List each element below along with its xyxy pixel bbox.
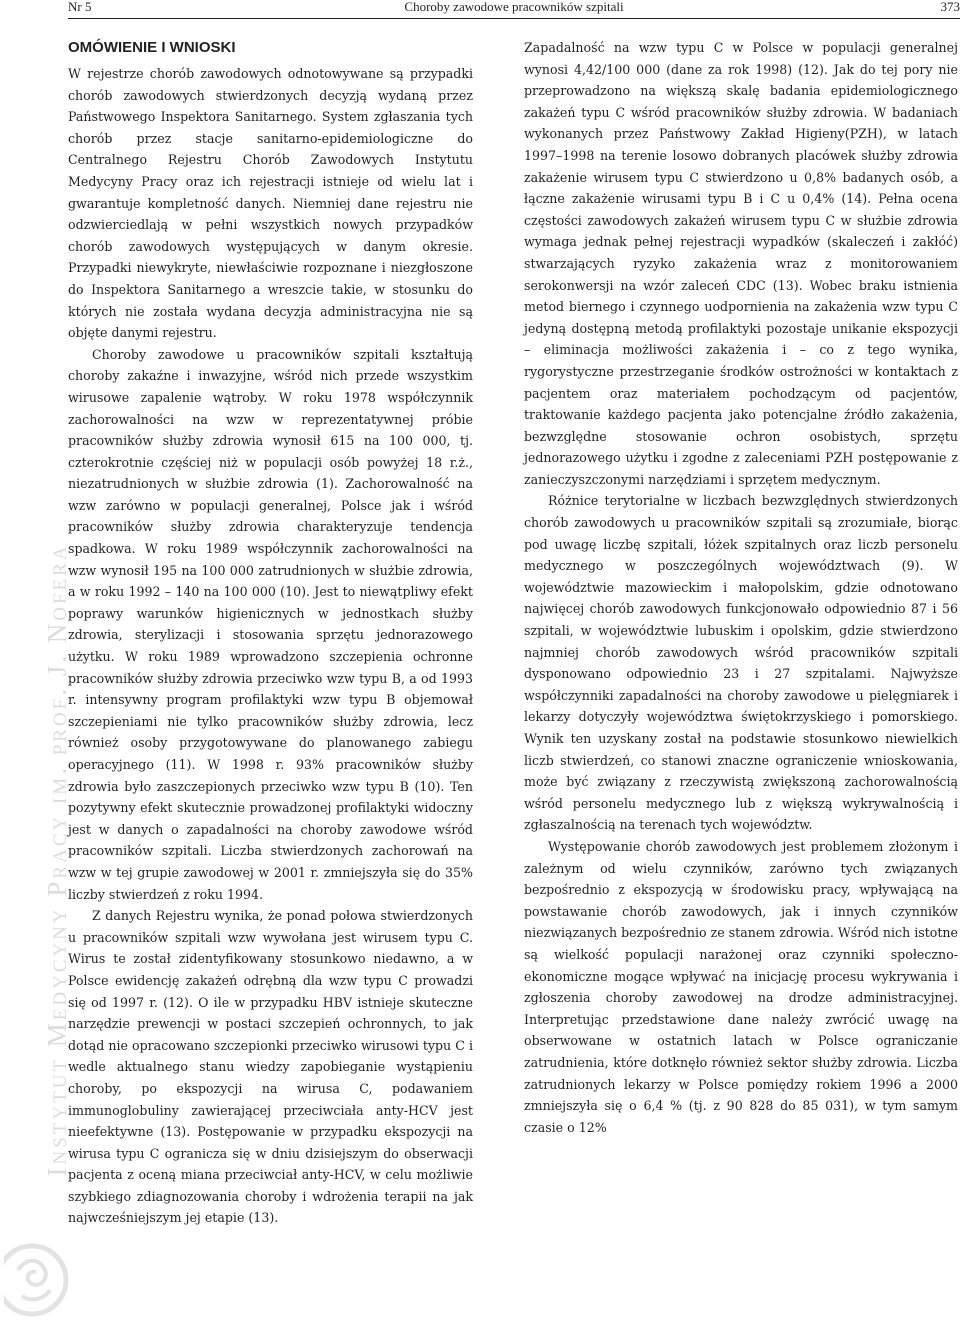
watermark-text: Instytut Medycyny Pracy im. prof. J. Nofera	[42, 543, 72, 1177]
paragraph: W rejestrze chorób zawodowych odnotowywane są przypadki chorób zawodowych stwierdzonych decyzją wydaną przez Państwowego Inspektora Sanitarnego. System zgłaszania tych chorób przez stacje sanitarno-epidemiologiczne do Centralnego Rejestru Chorób Zawodowych Instytutu Medycyny Pracy oraz ich rejestracji istnieje od wielu lat i gwarantuje kompletność danych. Niemniej dane rejestru nie odzwierciedlają w pełni wszystkich nowych przypadków chorób zawodowych występujących w danym okresie. Przypadki niewykryte, niewłaściwie rozpoznane i niezgłoszone do Inspektora Sanitarnego a wreszcie takie, w stosunku do których nie została wydana decyzja administracyjna nie są objęte danymi rejestru.	[68, 66, 473, 341]
running-title: Choroby zawodowe pracowników szpitali	[404, 0, 624, 14]
institute-logo-icon	[4, 1240, 74, 1320]
paragraph: Choroby zawodowe u pracowników szpitali kształtują choroby zakaźne i inwazyjne, wśród nich przede wszystkim wirusowe zapalenie wątroby. W roku 1978 współczynnik zachorowalności na wzw w reprezentatywnej próbie pracowników służby zdrowia wynosił 615 na 100 000, tj. czterokrotnie częściej niż w populacji osób powyżej 18 r.ż., niezatrudnionych w służbie zdrowia (1). Zachorowalność na wzw zarówno w populacji generalnej, Polsce jak i wśród pracowników służby zdrowia charakteryzuje tendencja spadkowa. W roku 1989 współczynnik zachorowalności na wzw wynosił 195 na 100 000 zatrudnionych w służbie zdrowia, a w roku 1992 – 140 na 100 000 (10). Jest to niewątpliwy efekt poprawy warunków higienicznych w jednostkach służby zdrowia, sterylizacji i stosowania sprzętu jednorazowego użytku. W roku 1989 wprowadzono szczepienia ochronne pracowników służby zdrowia przeciwko wzw typu B, a od 1993 r. intensywny program profilaktyki wzw typu B objemował szczepieniami nie tylko pracowników służby zdrowia, lecz również osoby przygotowywane do planowanego zabiegu operacyjnego (11). W 1998 r. 93% pracowników służby zdrowia było zaszczepionych przeciwko wzw typu B (10). Ten pozytywny efekt skutecznie prowadzonej profilaktyki widoczny jest w danych o zapadalności na choroby zawodowe wśród pracowników szpitali. Liczba stwierdzonych zachorowań na wzw w tej grupie zawodowej w 2001 r. zmniejszyła się do 35% liczby stwierdzeń z roku 1994.	[68, 346, 473, 902]
issue-number: Nr 5	[68, 0, 92, 14]
paragraph: Różnice terytorialne w liczbach bezwzględnych stwierdzonych chorób zawodowych u pracowników szpitali są zrozumiałe, biorąc pod uwagę liczbę szpitali, łóżek szpitalnych oraz liczb personelu medycznego w poszczególnych województwach (9). W województwie mazowieckim i małopolskim, gdzie odnotowano najwięcej chorób zawodowych funkcjonowało odpowiednio 87 i 56 szpitali, w województwie lubuskim i opolskim, gdzie stwierdzono najmniej chorób zawodowych wśród pracowników szpitali dysponowano odpowiednio 23 i 27 szpitalami. Najwyższe współczynniki zapadalności na choroby zawodowe u pielęgniarek i lekarzy dotyczyły województwa świętokrzyskiego i pomorskiego. Wynik ten uzyskany został na podstawie stosunkowo niewielkich liczb stwierdzeń, co stanowi znaczne ograniczenie wnioskowania, może być związany z rzeczywistą zwiększoną zachorowalnością wśród personelu medycznego lub z większą wykrywalnością i zgłaszalnością na terenach tych województw.	[524, 493, 958, 833]
left-column	[68, 37, 473, 1229]
right-column	[524, 37, 958, 1138]
section-heading: OMÓWIENIE I WNIOSKI	[68, 39, 236, 56]
paragraph: Zapadalność na wzw typu C w Polsce w populacji generalnej wynosi 4,42/100 000 (dane za rok 1998) (12). Jak do tej pory nie przeprowadzono na większą skalę badania epidemiologicznego zakażeń typu C wśród pracowników służby zdrowia. W badaniach wykonanych przez Państwowy Zakład Higieny(PZH), w latach 1997–1998 na terenie losowo dobranych placówek służby zdrowia zakażenie wirusem typu C stwierdzono u 0,8% badanych osób, a łączne zakażenie wirusami typu B i C u 0,4% (14). Pełna ocena częstości zawodowych zakażeń wirusem typu C w służbie zdrowia wymaga jednak pełnej rejestracji wypadków (skaleczeń i zakłóć) stwarzających ryzyko zakażenia wraz z monitorowaniem serokonwersji na wzór zaleceń CDC (13). Wobec braku istnienia metod biernego i czynnego uodpornienia na zakażenia wzw typu C jedyną dostępną metodą profilaktyki pozostaje unikanie ekspozycji – eliminacja możliwości zakażenia i – co z tego wynika, rygorystyczne przestrzeganie środków ostrożności w kontaktach z pacjentem oraz materiałem pochodzącym od pacjentów, traktowanie każdego pacjenta jako potencjalne źródło zakażenia, bezwzględne stosowanie ochron osobistych, sprzętu jednorazowego użytku i zgodne z zaleceniami PZH postępowanie z zanieczyszczonymi narzędziami i sprzętem medycznym.	[524, 40, 958, 487]
paragraph: Z danych Rejestru wynika, że ponad połowa stwierdzonych u pracowników szpitali wzw wywołana jest wirusem typu C. Wirus te został zidentyfikowany stosunkowo niedawno, a w Polsce ewidencję zakażeń odrębną dla wzw typu C prowadzi się od 1997 r. (12). O ile w przypadku HBV istnieje skuteczne narzędzie prewencji w postaci szczepień ochronnych, to jak dotąd nie opracowano szczepionki przeciwko wirusowi typu C i wedle aktualnego stanu wiedzy zapobieganie wystąpieniu choroby, po ekspozycji na wirusa C, podawaniem immunoglobuliny zawierającej przeciwciała anty-HCV jest nieefektywne (13). Postępowanie w przypadku ekspozycji na wirusa typu C ogranicza się w dniu dzisiejszym do obserwacji pacjenta z oceną miana przeciwciał anty-HCV, w celu możliwie szybkiego zdiagnozowania choroby i wdrożenia terapii na jak najwcześniejszym jej etapie (13).	[68, 908, 473, 1226]
paragraph: Występowanie chorób zawodowych jest problemem złożonym i zależnym od wielu czynników, zarówno tych związanych bezpośrednio z ekspozycją w środowisku pracy, wpływającą na powstawanie chorób zawodowych, jak i innych czynników niezwiązanych bezpośrednio ze stanem zdrowia. Wśród nich istotne są wielkość populacji narażonej oraz czynniki społeczno-ekonomiczne mogące wpływać na inicjację procesu wykrywania i zgłoszenia choroby zawodowej na drodze administracyjnej. Interpretując przedstawione dane należy zwrócić uwagę na obserwowane w ostatnich latach w Polsce ograniczanie zatrudnienia, które dotknęło również sektor służby zdrowia. Liczba zatrudnionych lekarzy w Polsce pomiędzy rokiem 1996 a 2000 zmniejszyła się o 6,4 % (tj. z 90 828 do 85 031), w tym samym czasie o 12%	[524, 838, 958, 1135]
page-number: 373	[940, 0, 960, 14]
running-header	[68, 0, 960, 19]
